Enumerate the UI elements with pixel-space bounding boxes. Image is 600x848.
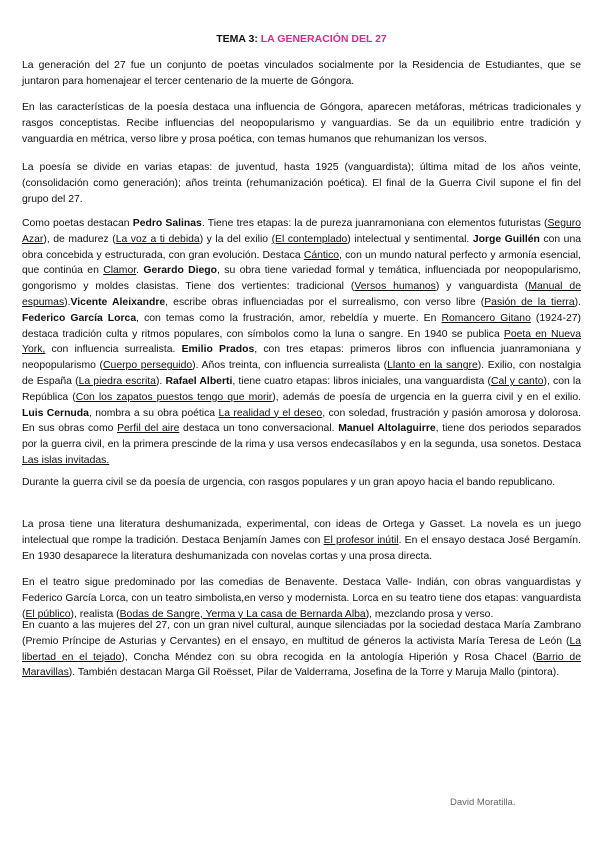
poet-name: Gerardo Diego [143,265,218,277]
text-run: ) intelectual y sentimental. [347,233,473,245]
paragraph-prose [22,517,581,564]
poet-name: Jorge Guillén [472,233,540,245]
text-run: ). También destacan Marga Gil Roësset, Pilar de Valderrama, Josefina de la Torre y Maruja Mallo (pintora). [68,667,560,679]
text-run: En el teatro sigue predominado por las comedias de Benavente. Destaca Valle- Indián, con obras vanguardistas y Federico García Lorca, con un teatro simbolista,en verso y modernista. Lorca en su teatro tiene dos etapas: vanguardista ( [22,577,581,620]
text-run: ), con la República ( [22,375,582,403]
text-run: ), mezclando prosa y verso. [365,608,494,620]
text-run: . [136,265,144,277]
work-title: Cuerpo perseguido [103,360,193,372]
text-run: con una obra concebida y estructurada, con gran evolución. Destaca [22,233,581,261]
work-title: Cal y canto [490,375,544,387]
paragraph-characteristics: En las características de la poesía destaca una influencia de Góngora, aparecen metáforas, métricas tradicionales y rasgos conceptistas. Recibe influencias del neopopularismo y vanguardias. Se da un equilibrio entre tradición y vanguardia en métrica, verso libre y prosa poética, con temas humanos que rehumanizan los versos. [22,102,581,145]
work-title: Barrio de Maravillas [22,651,581,679]
work-title: Versos humanos [354,281,436,293]
work-title: Con los zapatos puestos tengo que morir [75,391,273,403]
paragraph-war-poetry: Durante la guerra civil se da poesía de urgencia, con rasgos populares y un gran apoyo hacia el bando republicano. [22,477,556,488]
text-run: ). [155,375,166,387]
text-run: La prosa tiene una literatura deshumanizada, experimental, con ideas de Ortega y Gasset. La novela es un juego intelectual que rompe la tradición. Destaca Benjamín James con [22,519,581,546]
text-run: , tiene dos periodos separados por la guerra civil, en la primera prescinde de la rima y usa versos endecasílabos y en la segunda, usa sonetos. Destaca [22,423,581,451]
text-run: destaca un tono conversacional. [179,423,339,435]
paragraph-stages: La poesía se divide en varias etapas: de juventud, hasta 1925 (vanguardista); última mitad de los años veinte, (consolidación como generación); años treinta (rehumanización poética). El final de la Guerra Civil supone el fin del grupo del 27. [22,162,581,205]
text-run: , con un mundo natural perfecto y armonía esencial, que continúa en [22,249,581,277]
poet-name: Vicente Aleixandre [70,296,166,308]
text-run: ), de madurez ( [43,233,116,245]
text-run: ). Años treinta, con influencia surrealista ( [192,360,388,372]
paragraph-women [22,618,581,681]
poet-name: Luis Cernuda [22,407,89,419]
text-run: , nombra a su obra poética [88,407,219,419]
text-run: . Tiene tres etapas: la de pureza juanramoniana con elementos futuristas ( [201,218,548,229]
work-title: El profesor inútil [323,534,399,546]
work-title: Pasión de la tierra [484,296,575,308]
poet-name: Rafael Alberti [165,375,233,387]
work-title: El público [25,608,71,620]
work-title: Poeta en Nueva York, [22,328,581,356]
text-run: , con tres etapas: primeros libros con influencia juanramoniana y neopopularismo ( [22,344,581,372]
work-title: (El contemplado [271,233,348,245]
text-run: ) y vanguardista ( [435,281,529,293]
work-title: La voz a ti debida [115,233,200,245]
text-run: , su obra tiene variedad formal y temática, influenciada por neopopularismo, gongorismo y moldes clasistas. Tiene dos vertientes: tradicional ( [22,265,582,293]
paragraph-intro: La generación del 27 fue un conjunto de poetas vinculados socialmente por la Residencia de Estudiantes, que se juntaron para homenajear el tercer centenario de la muerte de Góngora. [22,60,581,87]
text-run: ). [64,296,71,308]
work-title: La realidad y el deseo [218,407,323,419]
text-run: con influencia surrealista. [45,344,182,356]
text-run: ). [574,296,582,308]
work-title: Seguro Azar [22,218,581,245]
text-run: , con temas como la frustración, amor, rebeldía y muerte. En [136,312,442,324]
text-run: ) y la del exilio [199,233,272,245]
work-title: Bodas de Sangre, Yerma y La casa de Bernarda Alba [119,608,366,620]
text-run: ), además de poesía de urgencia en la guerra civil y en el exilio. [272,391,582,403]
text-run: . En el ensayo destaca José Bergamín. En 1930 desaparece la literatura deshumanizada con novelas cortas y una prosa directa. [22,534,581,562]
text-run: , escribe obras influenciadas por el surrealismo, con verso libre ( [165,296,485,308]
poet-name: Manuel Altolaguirre [338,423,436,435]
work-title: Clamor [103,265,137,277]
title-prefix: TEMA 3: [216,33,261,45]
author-signature: David Moratilla. [450,797,516,808]
paragraph-poets [22,216,581,469]
paragraph-theatre [22,575,581,622]
poet-name: Federico García Lorca [22,312,137,324]
work-title: Romancero Gitano [441,312,531,324]
poet-name: Emilio Prados [181,344,255,356]
text-run: ), realista ( [70,608,120,620]
work-title: Cántico [303,249,340,261]
text-run: ), Concha Méndez con su obra recogida en la antología Hiperión y Rosa Chacel ( [121,651,536,663]
work-title: Llanto en la sangre [387,360,478,372]
work-title: Perfil del aire [117,423,180,435]
work-title: La piedra escrita [78,375,156,387]
title-accent: LA GENERACIÓN DEL 27 [260,33,387,45]
text-run: Como poetas destacan [22,218,133,229]
text-run: , con soledad, frustración y pasión amorosa y dolorosa. En sus obras como [22,407,581,435]
work-title: Manual de espumas [22,281,581,308]
work-title: Las islas invitadas. [22,454,110,466]
text-run: (1924-27) destaca tradición culta y ritmos populares, con símbolos como la luna o sangre. En 1940 se publica [22,312,581,340]
work-title: La libertad en el tejado [22,635,581,663]
text-run: , tiene cuatro etapas: libros iniciales, una vanguardista ( [232,375,491,387]
text-run: ). Exilio, con nostalgia de España ( [22,360,582,387]
poet-name: Pedro Salinas [132,218,202,229]
page-title [22,33,581,45]
text-run: En cuanto a las mujeres del 27, con un gran nivel cultural, aunque silenciadas por la sociedad destaca María Zambrano (Premio Príncipe de Asturias y Cervantes) en el ensayo, en multitud de géneros la activista María Teresa de León ( [22,620,581,647]
